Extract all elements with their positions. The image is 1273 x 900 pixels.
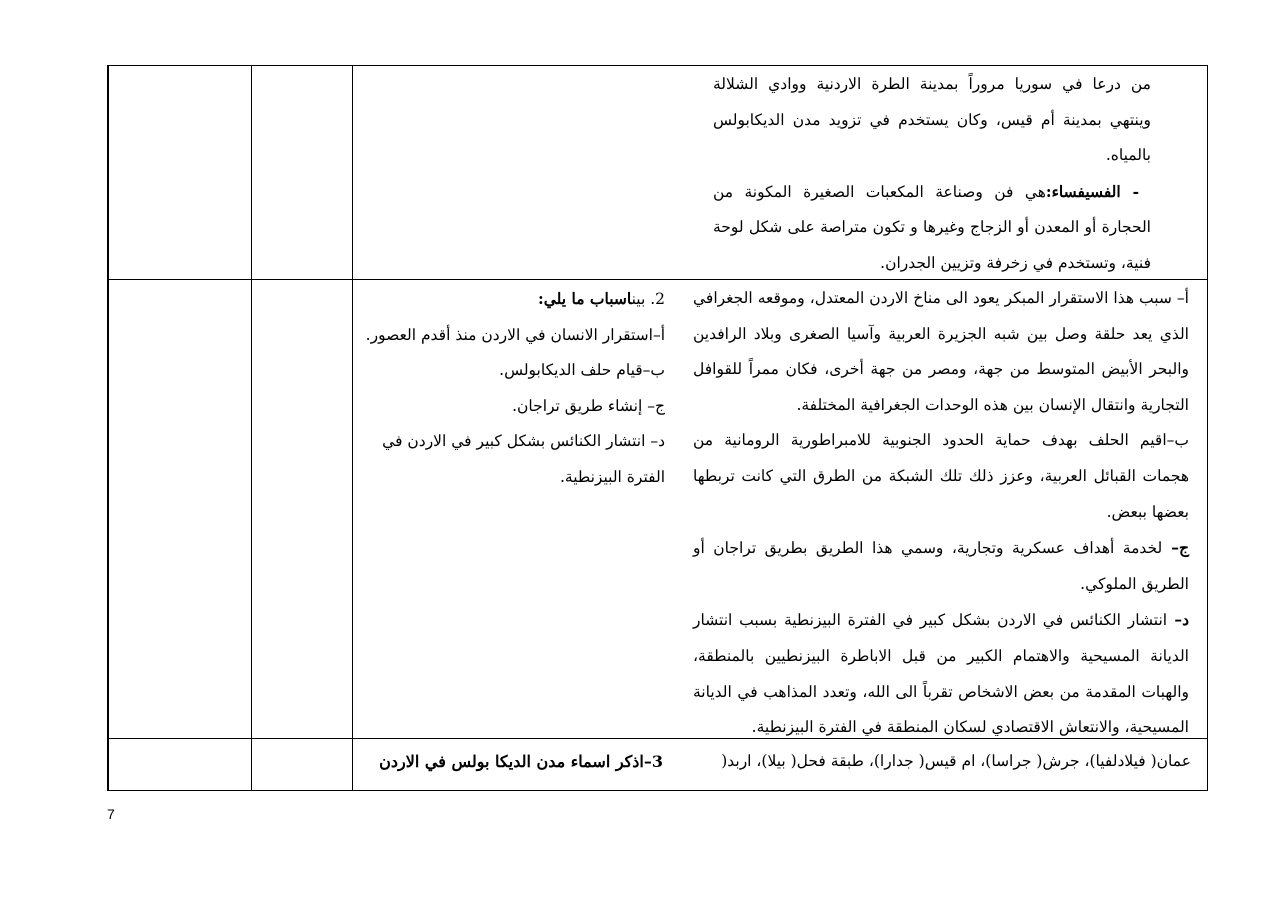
question-item-b: ب–قيام حلف الديكابولس.: [499, 361, 665, 380]
table-row: [108, 739, 1207, 790]
answer-b: ب–اقيم الحلف بهدف حماية الحدود الجنوبية للامبراطورية الرومانية من هجمات القبائل العربية، وعزز ذلك تلك الشبكة من الطرق التي كانت تربطها بعضها ببعض.: [693, 431, 1189, 521]
question-item-d: د– انتشار الكنائس بشكل كبير في الاردن في الفترة البيزنطية.: [382, 432, 665, 486]
answer-c: لخدمة أهداف عسكرية وتجارية، وسمي هذا الطريق بطريق تراجان أو الطريق الملوكي.: [693, 539, 1189, 593]
question-number: 2. بين: [631, 290, 665, 308]
question-text: [353, 280, 673, 496]
page-number: 7: [107, 806, 115, 822]
question-cell: [352, 66, 673, 279]
question-cell: [352, 739, 673, 790]
answer-cell: [673, 739, 1207, 790]
document-table: [107, 65, 1208, 791]
answer-d-label: د–: [1167, 610, 1189, 630]
empty-cell: [108, 280, 251, 738]
mosaic-definition: هي فن وصناعة المكعبات الصغيرة المكونة من الحجارة أو المعدن أو الزجاج وغيرها و تكون متراصة على شكل لوحة فنية، وتستخدم في زخرفة وتزيين الجدران.: [713, 182, 1151, 272]
answer-text: [673, 66, 1207, 282]
empty-cell: [251, 280, 352, 738]
table-row: [108, 66, 1207, 280]
empty-cell: [108, 739, 251, 790]
question-cell: [352, 280, 673, 738]
answer-cell: [673, 66, 1207, 279]
empty-cell: [251, 66, 352, 279]
term-mosaic: - الفسيفساء:: [1045, 181, 1139, 201]
table-row: [108, 280, 1207, 739]
question-item-c: ج– إنشاء طريق تراجان.: [512, 396, 665, 415]
question-item-a: أ–استقرار الانسان في الاردن منذ أقدم العصور.: [365, 325, 665, 344]
answer-d: انتشار الكنائس في الاردن بشكل كبير في الفترة البيزنطية بسبب انتشار الديانة المسيحية والاهتمام الكبير من قبل الاباطرة البيزنطيين بالمنطقة، والهبات المقدمة من بعض الاشخاص تقرباً الى الله، وتعدد المذاهب في الديانة المسيحية، والانتعاش الاقتصادي لسكان المنطقة في الفترة البيزنطية.: [693, 611, 1189, 737]
question-title: اسباب ما يلي:: [537, 289, 632, 308]
answer-aqueduct-text: من درعا في سوريا مروراً بمدينة الطرة الاردنية ووادي الشلالة وينتهي بمدينة أم قيس، وكان يستخدم في تزويد مدن الديكابولس بالمياه.: [713, 75, 1151, 165]
answer-cell: [673, 280, 1207, 738]
question-text: 3–اذكر اسماء مدن الديكا بولس في الاردن: [379, 752, 663, 771]
empty-cell: [108, 66, 251, 279]
empty-cell: [251, 739, 352, 790]
answer-a: أ– سبب هذا الاستقرار المبكر يعود الى مناخ الاردن المعتدل، وموقعه الجغرافي الذي يعد حلقة وصل بين شبه الجزيرة العربية وآسيا الصغرى وبلاد الرافدين والبحر الأبيض المتوسط من جهة، ومصر من جهة أخرى، فكان ممراً للقوافل التجارية وانتقال الإنسان بين هذه الوحدات الجغرافية المختلفة.: [693, 289, 1189, 414]
answer-text: [673, 280, 1207, 746]
answer-c-label: ج–: [1162, 538, 1189, 558]
answer-text: عمان( فيلادلفيا)، جرش( جراسا)، ام قيس( جدارا)، طبقة فحل( بيلا)، اربد(: [721, 752, 1191, 770]
